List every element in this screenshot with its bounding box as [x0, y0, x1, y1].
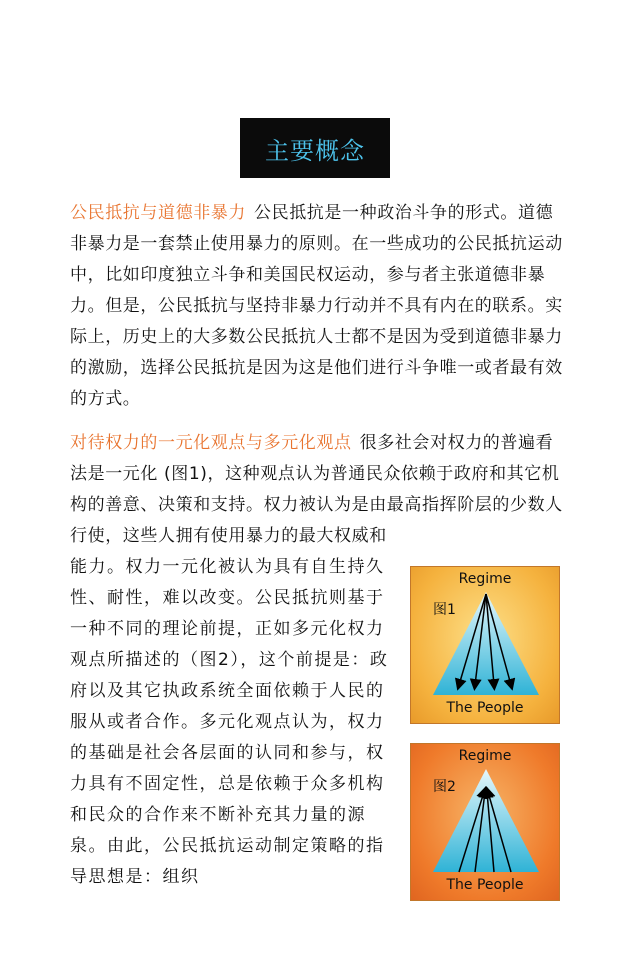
people-label: The People	[446, 877, 524, 893]
paragraph-civil-resistance	[70, 198, 565, 415]
section-title-box	[240, 118, 390, 178]
regime-label: Regime	[458, 748, 512, 764]
section-title: 主要概念	[265, 136, 365, 165]
regime-label: Regime	[458, 571, 512, 587]
figure-label: 图2	[433, 779, 456, 795]
figure-pluralistic-power	[410, 743, 560, 901]
people-label: The People	[446, 700, 524, 716]
paragraph-body: 公民抵抗是一种政治斗争的形式。道德非暴力是一套禁止使用暴力的原则。在一些成功的公民抵抗运动中，比如印度独立斗争和美国民权运动，参与者主张道德非暴力。但是，公民抵抗与坚持非暴力行动并不具有内在的联系。实际上，历史上的大多数公民抵抗人士都不是因为受到道德非暴力的激励，选择公民抵抗是因为这是他们进行斗争唯一或者最有效的方式。	[70, 203, 563, 409]
figure-label: 图1	[433, 602, 456, 618]
paragraph-power-views	[70, 428, 565, 552]
paragraph-lead: 对待权力的一元化观点与多元化观点	[70, 433, 352, 453]
paragraph-lead: 公民抵抗与道德非暴力	[70, 203, 246, 223]
figure-monolithic-power	[410, 566, 560, 724]
paragraph-body: 很多社会对权力的普遍看法是一元化 (图1)，这种观点认为普通民众依赖于政府和其它机构的善意、决策和支持。权力被认为是由最高指挥阶层的少数人行使，这些人拥有使用暴力的最大权威和	[70, 433, 563, 546]
paragraph-continued: 能力。权力一元化被认为具有自生持久性、耐性，难以改变。公民抵抗则基于一种不同的理论前提，正如多元化权力观点所描述的（图2），这个前提是：政府以及其它执政系统全面依赖于人民的服从或者合作。多元化观点认为，权力的基础是社会各层面的认同和参与，权力具有不固定性，总是依赖于众多机构和民众的合作来不断补充其力量的源泉。由此，公民抵抗运动制定策略的指导思想是：组织	[70, 557, 389, 887]
